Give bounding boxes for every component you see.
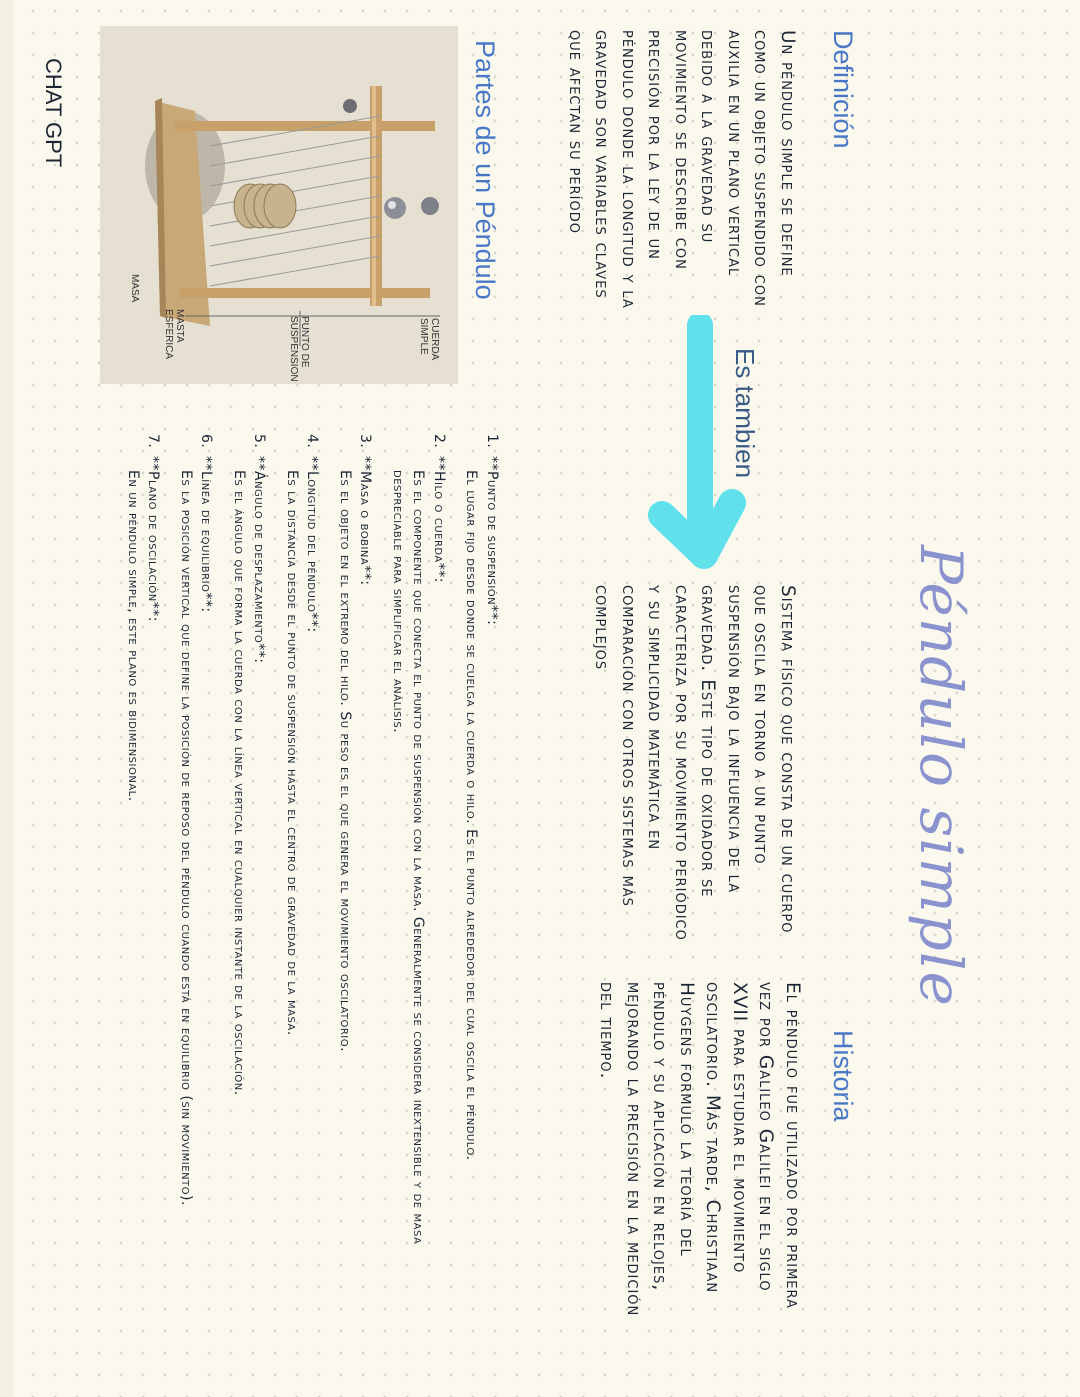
partes-list (123, 432, 503, 1312)
list-item: 1. **Punto de suspensión**: El lugar fijo desde donde se cuelga la cuerda o hilo. Es el punto alrededor del cual oscila el péndulo. (463, 434, 500, 1161)
image-label-masa: MASA (129, 274, 140, 303)
source-footer: CHAT GPT (41, 58, 66, 168)
es-tambien-label: Es tambien (730, 348, 760, 479)
list-item: 5. **Ángulo de desplazamiento**: Es el ángulo que forma la cuerda con la línea vertical en cualquier instante de la oscilación. (231, 434, 268, 1096)
arrow-down-icon (640, 315, 750, 575)
pendulum-illustration (100, 26, 458, 384)
page-edge (0, 0, 14, 1397)
list-item: 7. **Plano de oscilación**: En un péndulo simple, este plano es bidimensional. (125, 434, 162, 802)
historia-text: El péndulo fue utilizado por primera vez por Galileo Galilei en el siglo XVII para estudiar el movimiento oscilatorio. Más tarde, Christiaan Huygens formuló la teoría del péndulo y su aplicación en relojes, mejorando la precisión en la medición del tiempo. (596, 982, 803, 1317)
image-label-cuerda: CUERDA SIMPLE (418, 318, 440, 360)
partes-heading: Partes de un Péndulo (470, 40, 500, 300)
list-item: 2. **Hilo o cuerda**: Es el componente que conecta el punto de suspensión con la masa. Generalmente se considera inextensible y de masa despreciable para simplificar el análisis. (390, 434, 447, 1245)
partes-items (123, 432, 503, 1312)
list-item: 4. **Longitud del péndulo**: Es la distancia desde el punto de suspensión hasta el centro de gravedad de la masa. (284, 434, 321, 1036)
definicion-heading: Definición (828, 30, 858, 149)
image-label-punto: PUNTO DE SUSPENSION (288, 316, 310, 382)
es-tambien-text: Sistema físico que consta de un cuerpo que oscila en torno a un punto suspensión bajo la influencia de la gravedad. Este tipo de oxidador se caracteriza por su movimiento periódico y su simplicidad matemática en comparación con otros sistemas más complejos (591, 585, 798, 941)
definicion-text: Un péndulo simple se define como un objeto suspendido con auxilia en un plano vertical debido a la gravedad su movimiento se describe con precisión por la ley de un péndulo donde la longitud y la gravedad son variables claves que afectan su período (565, 30, 798, 309)
page-title: Péndulo simple (907, 545, 975, 1007)
list-item: 3. **Masa o bobina**: Es el objeto en el extremo del hilo. Su peso es el que genera el movimiento oscilatorio. (337, 434, 374, 1053)
historia-heading: Historia (828, 1030, 858, 1122)
list-item: 6. **Línea de equilibrio**: Es la posición vertical que define la posición de reposo del péndulo cuando está en equilibrio (sin movimiento). (178, 434, 215, 1206)
image-label-masta: MASTA ESFERICA (163, 309, 185, 360)
